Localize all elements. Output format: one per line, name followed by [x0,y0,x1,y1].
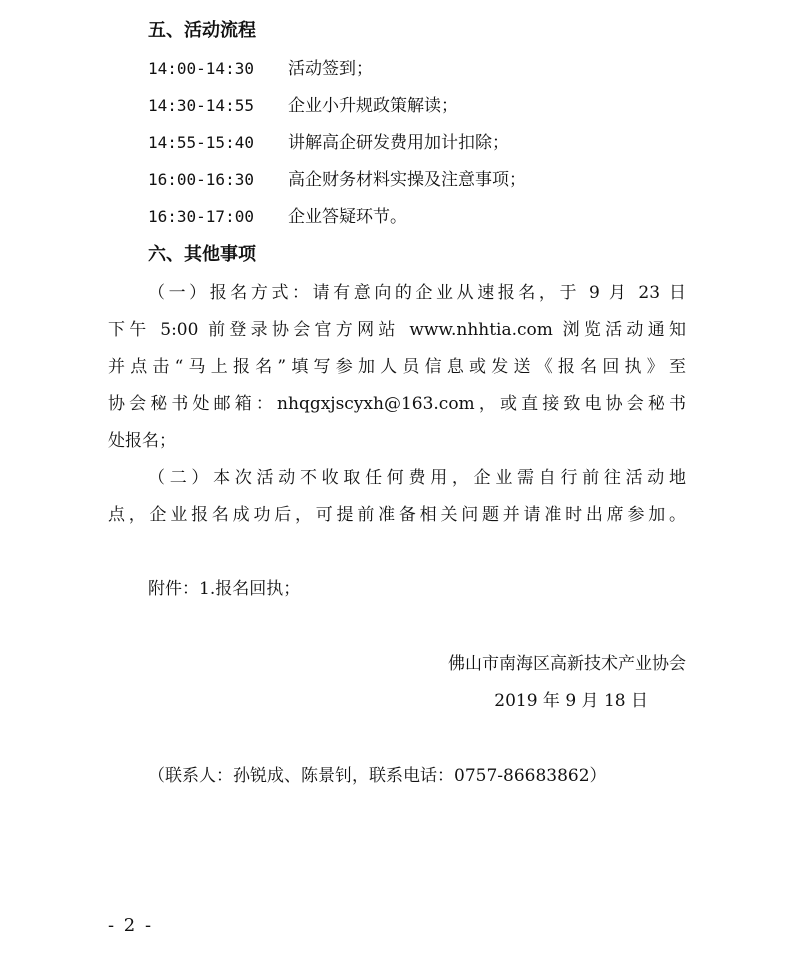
paragraph-line: （一）报名方式：请有意向的企业从速报名，于 9 月 23 日 [148,283,686,303]
schedule-activity: 高企财务材料实操及注意事项； [288,170,526,190]
schedule-row [148,132,509,154]
schedule-activity: 活动签到； [288,59,373,79]
schedule-activity: 企业小升规政策解读； [288,96,458,116]
schedule-activity: 企业答疑环节。 [288,207,407,227]
schedule-activity: 讲解高企研发费用加计扣除； [288,133,509,153]
contact-info: （联系人：孙锐成、陈景钊，联系电话：0757-86683862） [148,766,607,786]
schedule-time: 14:55-15:40 [148,133,254,152]
schedule-row [148,169,526,191]
paragraph-line: 点，企业报名成功后，可提前准备相关问题并请准时出席参加。 [108,505,686,525]
schedule-row [148,58,373,80]
schedule-time: 16:00-16:30 [148,170,254,189]
attachment-note: 附件：1.报名回执； [148,579,301,599]
schedule-time: 16:30-17:00 [148,207,254,226]
paragraph-line: （二）本次活动不收取任何费用，企业需自行前往活动地 [148,468,686,488]
section-heading-other-matters: 六、其他事项 [148,244,256,265]
paragraph-line: 处报名； [108,431,176,451]
paragraph-line: 并点击“马上报名”填写参加人员信息或发送《报名回执》至 [108,357,686,377]
schedule-row [148,206,407,228]
schedule-time: 14:00-14:30 [148,59,254,78]
page-number: - 2 - [108,915,154,936]
signature-organization: 佛山市南海区高新技术产业协会 [448,654,686,674]
section-heading-schedule: 五、活动流程 [148,20,256,41]
schedule-row [148,95,458,117]
paragraph-line: 下午 5:00 前登录协会官方网站 www.nhhtia.com 浏览活动通知 [108,320,686,340]
paragraph-line: 协会秘书处邮箱：nhqgxjscyxh@163.com，或直接致电协会秘书 [108,394,686,414]
signature-date: 2019 年 9 月 18 日 [494,691,648,711]
schedule-time: 14:30-14:55 [148,96,254,115]
